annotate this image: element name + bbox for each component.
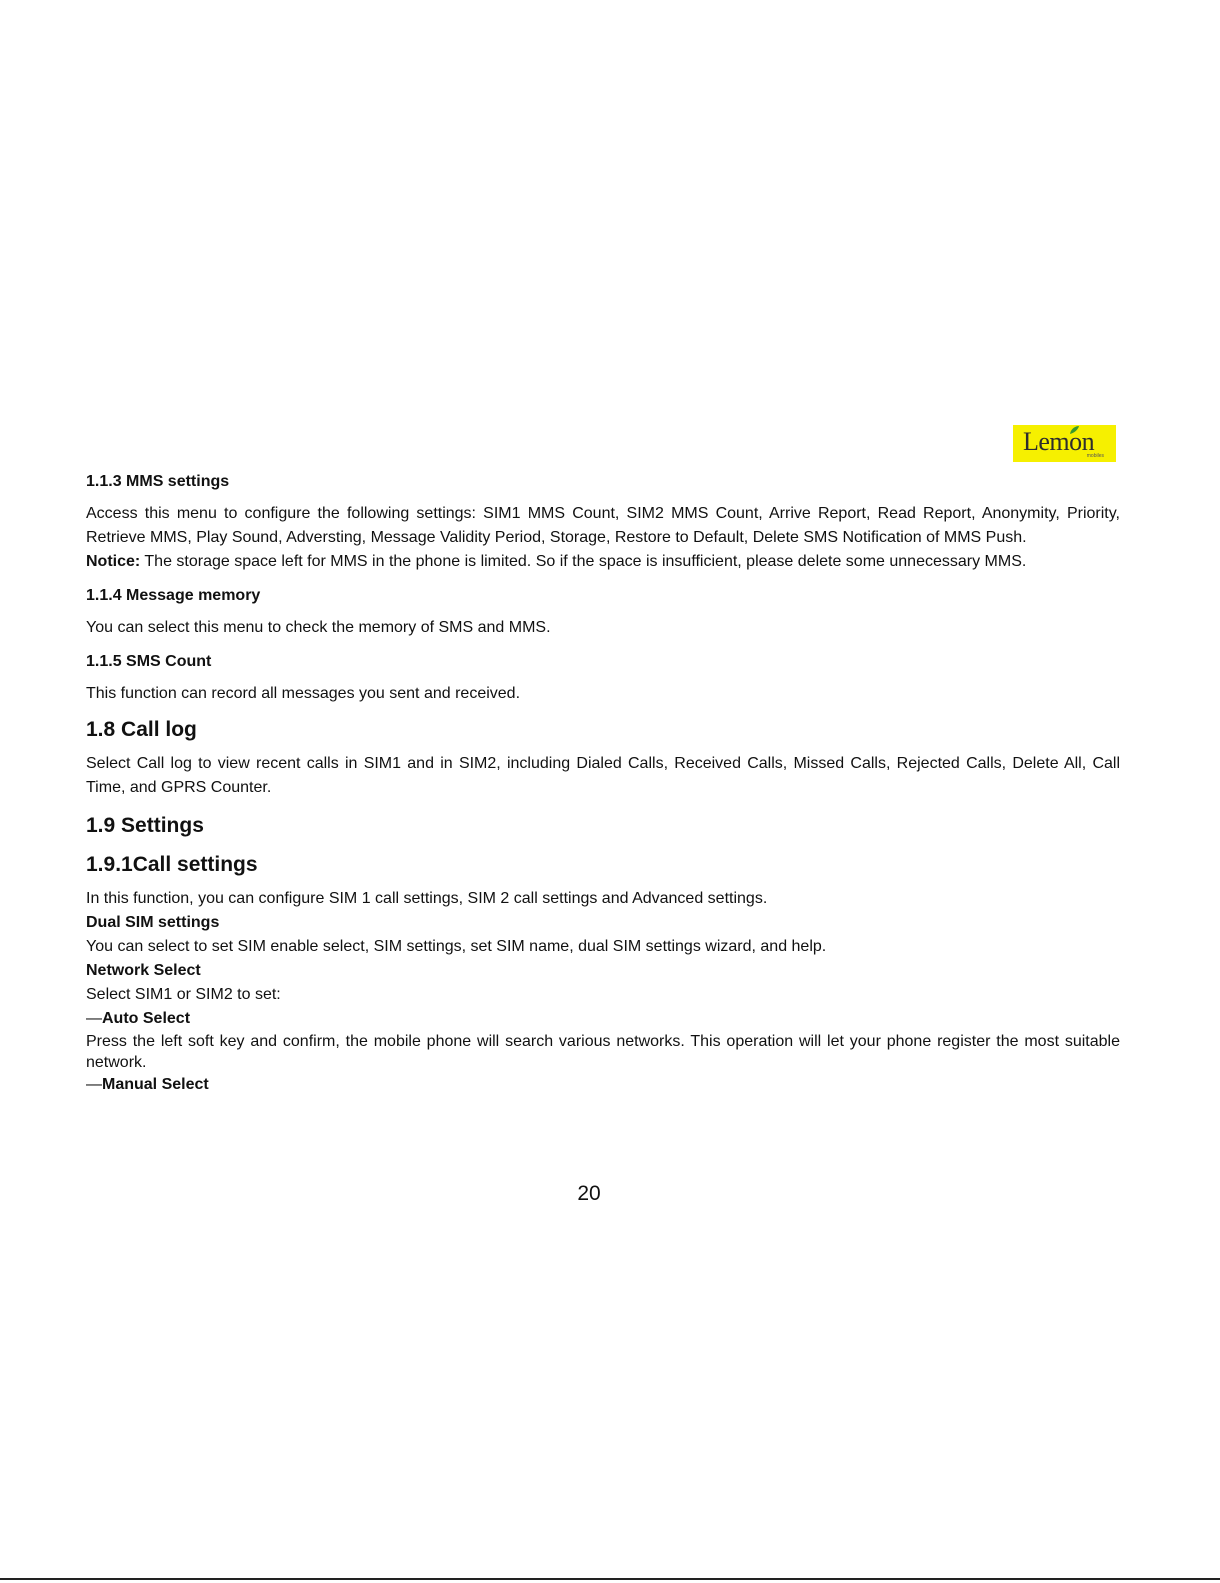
message-memory-heading: 1.1.4 Message memory — [86, 587, 261, 604]
message-memory-body: You can select this menu to check the memory of SMS and MMS. — [86, 619, 551, 636]
notice-paragraph — [86, 550, 1120, 574]
settings-heading: 1.9 Settings — [86, 814, 204, 837]
manual-select-dash: — — [86, 1076, 102, 1093]
notice-label: Notice: — [86, 553, 141, 570]
mms-settings-heading: 1.1.3 MMS settings — [86, 473, 230, 490]
call-settings-heading: 1.9.1Call settings — [86, 853, 258, 876]
sms-count-heading: 1.1.5 SMS Count — [86, 653, 212, 670]
page-number: 20 — [577, 1182, 601, 1205]
sms-count-body: This function can record all messages you sent and received. — [86, 685, 521, 702]
auto-select-body: Press the left soft key and confirm, the mobile phone will search various networks. This operation will let your phone register the most suitable network. — [86, 1033, 1120, 1071]
network-select-body: Select SIM1 or SIM2 to set: — [86, 986, 281, 1003]
bottom-divider — [0, 1578, 1220, 1580]
page-content — [86, 470, 1120, 1097]
dual-sim-heading: Dual SIM settings — [86, 914, 220, 931]
auto-select-dash: — — [86, 1010, 102, 1027]
mms-settings-body: Access this menu to configure the following settings: SIM1 MMS Count, SIM2 MMS Count, Arrive Report, Read Report, Anonymity, Priority, Retrieve MMS, Play Sound, Adversting, Message Validity Period, Storage, Restore to Default, Delete SMS Notification of MMS Push. — [86, 505, 1120, 546]
logo-subtitle: mobiles — [1086, 453, 1104, 459]
call-settings-body: In this function, you can configure SIM 1 call settings, SIM 2 call settings and Advanced settings. — [86, 890, 768, 907]
auto-select-line — [86, 1007, 1120, 1031]
call-log-body: Select Call log to view recent calls in SIM1 and in SIM2, including Dialed Calls, Received Calls, Missed Calls, Rejected Calls, Delete All, Call Time, and GPRS Counter. — [86, 755, 1120, 796]
call-log-heading: 1.8 Call log — [86, 718, 197, 741]
notice-body: The storage space left for MMS in the phone is limited. So if the space is insufficient, please delete some unnecessary MMS. — [140, 553, 1027, 570]
auto-select-label: Auto Select — [102, 1010, 191, 1027]
manual-select-line — [86, 1073, 1120, 1097]
logo-wordmark: Lemon — [1023, 427, 1095, 456]
manual-select-label: Manual Select — [102, 1076, 209, 1093]
lemon-logo — [1013, 425, 1116, 462]
dual-sim-body: You can select to set SIM enable select, SIM settings, set SIM name, dual SIM settings wizard, and help. — [86, 938, 827, 955]
network-select-heading: Network Select — [86, 962, 201, 979]
